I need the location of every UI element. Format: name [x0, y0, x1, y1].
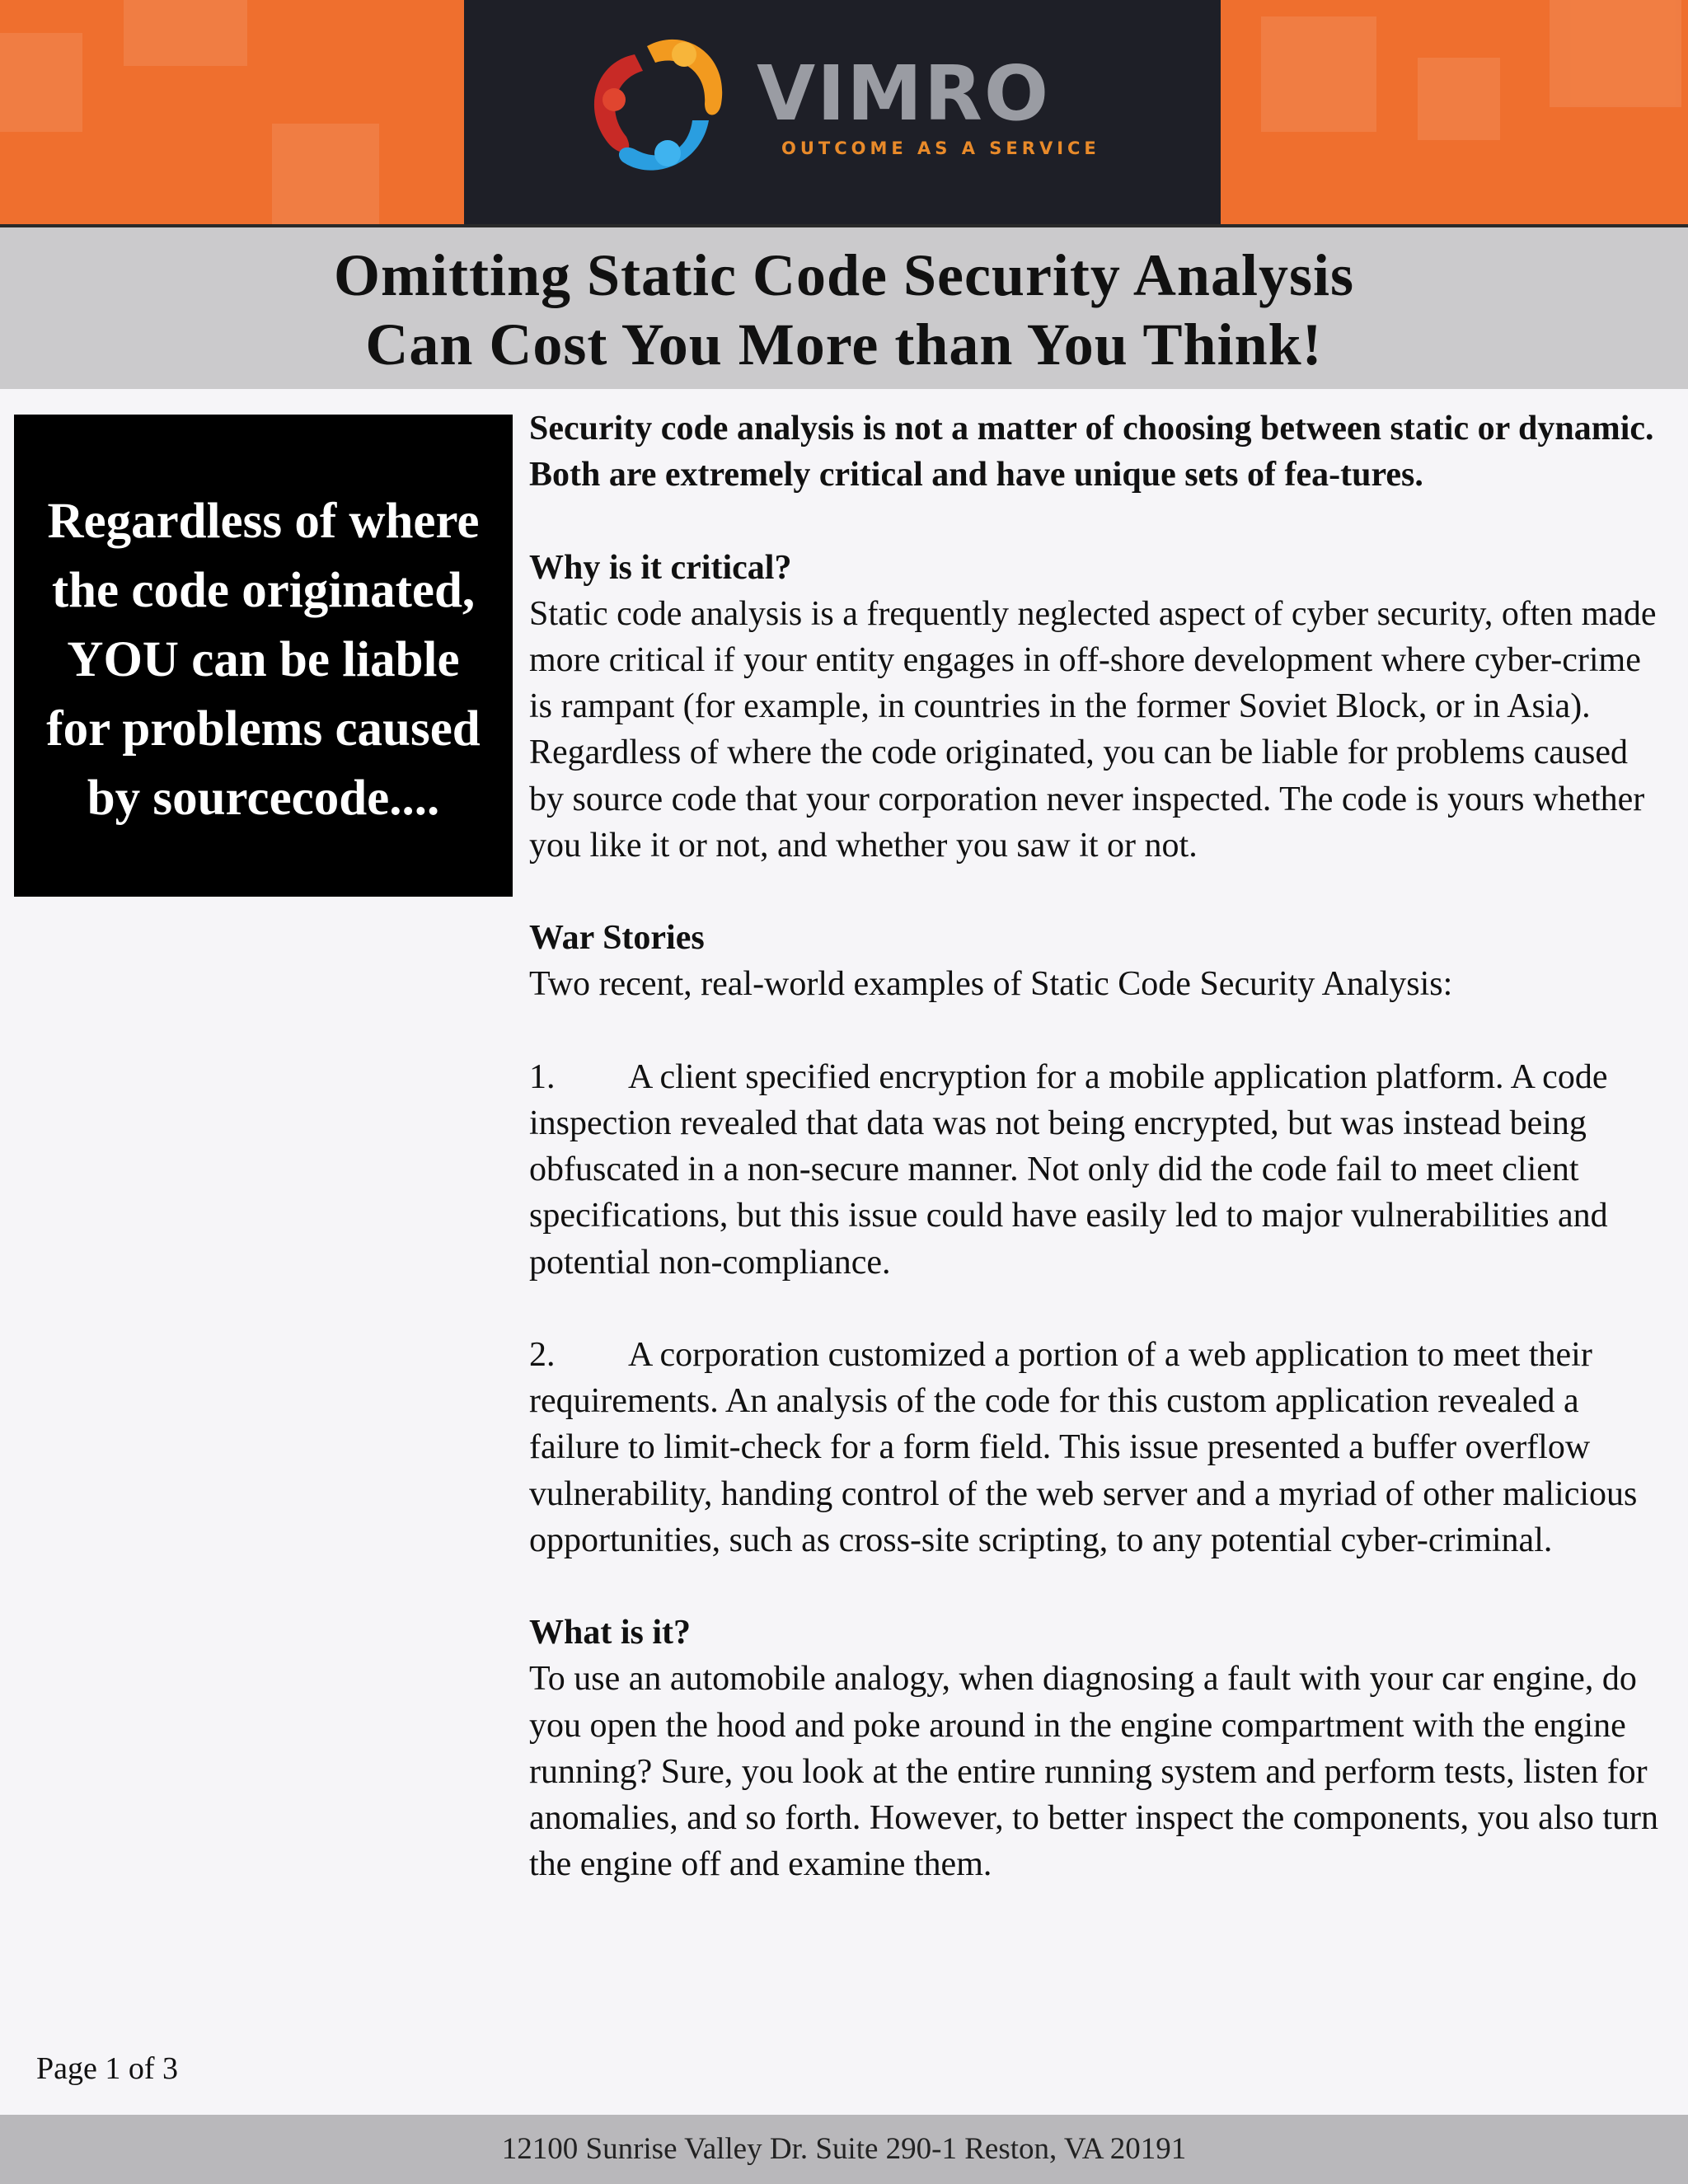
pull-quote-line: the code originated, — [51, 563, 476, 618]
page-number: Page 1 of 3 — [36, 2051, 179, 2086]
section-heading: War Stories — [529, 919, 705, 958]
title-line-1: Omitting Static Code Security Analysis — [334, 242, 1354, 308]
example-number: 1. — [529, 1057, 556, 1096]
pull-quote — [14, 415, 513, 897]
brand-name: VIMRO — [757, 49, 1051, 138]
pull-quote-line: by sourcecode.... — [87, 771, 440, 826]
example-item — [529, 1054, 1662, 1286]
section-what-is-it — [529, 1610, 1662, 1887]
vimro-logo-icon — [577, 21, 742, 186]
example-number: 2. — [529, 1336, 556, 1374]
section-why-critical — [529, 545, 1662, 869]
pull-quote-line: YOU can be liable — [67, 632, 460, 687]
footer-bar — [0, 2115, 1688, 2184]
section-war-stories — [529, 915, 1662, 1007]
section-heading: What is it? — [529, 1614, 692, 1652]
footer-address: 12100 Sunrise Valley Dr. Suite 290-1 Reston, VA 20191 — [501, 2132, 1187, 2166]
section-text: Two recent, real-world examples of Static Code Security Analysis: — [529, 965, 1453, 1004]
decor-square — [1418, 58, 1500, 140]
decor-square — [0, 33, 82, 132]
example-text: A client specified encryption for a mobile application platform. A code inspection revealed that data was not being encrypted, but was instead being obfuscated in a non-secure manner. Not only did the code fail to meet client specifications, but this issue could have easily led to major vulnerabilities and potential non-compliance. — [529, 1057, 1608, 1282]
decor-square — [272, 124, 379, 227]
page-title — [0, 241, 1688, 379]
section-heading: Why is it critical? — [529, 548, 792, 587]
intro-paragraph: Security code analysis is not a matter of choosing between static or dynamic. Both are extremely critical and have unique sets of fea-tures. — [529, 410, 1654, 494]
decor-square — [1261, 16, 1376, 132]
pull-quote-line: Regardless of where — [47, 494, 480, 549]
example-text: A corporation customized a portion of a web application to meet their requirements. An analysis of the code for this custom application revealed a failure to limit-check for a form field. This issue presented a buffer overflow vulnerability, handing control of the web server and a myriad of other malicious opportunities, such as cross-site scripting, to any potential cyber-criminal. — [529, 1336, 1638, 1559]
pull-quote-line: for problems caused — [46, 701, 481, 757]
section-text: To use an automobile analogy, when diagnosing a fault with your car engine, do you open the hood and poke around in the engine compartment with the engine running? Sure, you look at the entire running system and perform tests, listen for anomalies, and so forth. However, to better inspect the components, you also turn the engine off and examine them. — [529, 1660, 1658, 1884]
title-line-2: Can Cost You More than You Think! — [365, 312, 1323, 377]
article-body — [529, 405, 1662, 1934]
header-banner — [0, 0, 1688, 227]
brand-tagline: OUTCOME AS A SERVICE — [781, 138, 1100, 158]
example-item — [529, 1332, 1662, 1563]
section-text: Static code analysis is a frequently neglected aspect of cyber security, often made more critical if your entity engages in off-shore development where cyber-crime is rampant (for example, in countries in the former Soviet Block, or in Asia). Regardless of where the code originated, you can be liable for problems caused by source code that your corporation never inspected. The code is yours whether you like it or not, and whether you saw it or not. — [529, 594, 1657, 865]
decor-square — [124, 0, 247, 66]
decor-square — [1550, 0, 1681, 107]
